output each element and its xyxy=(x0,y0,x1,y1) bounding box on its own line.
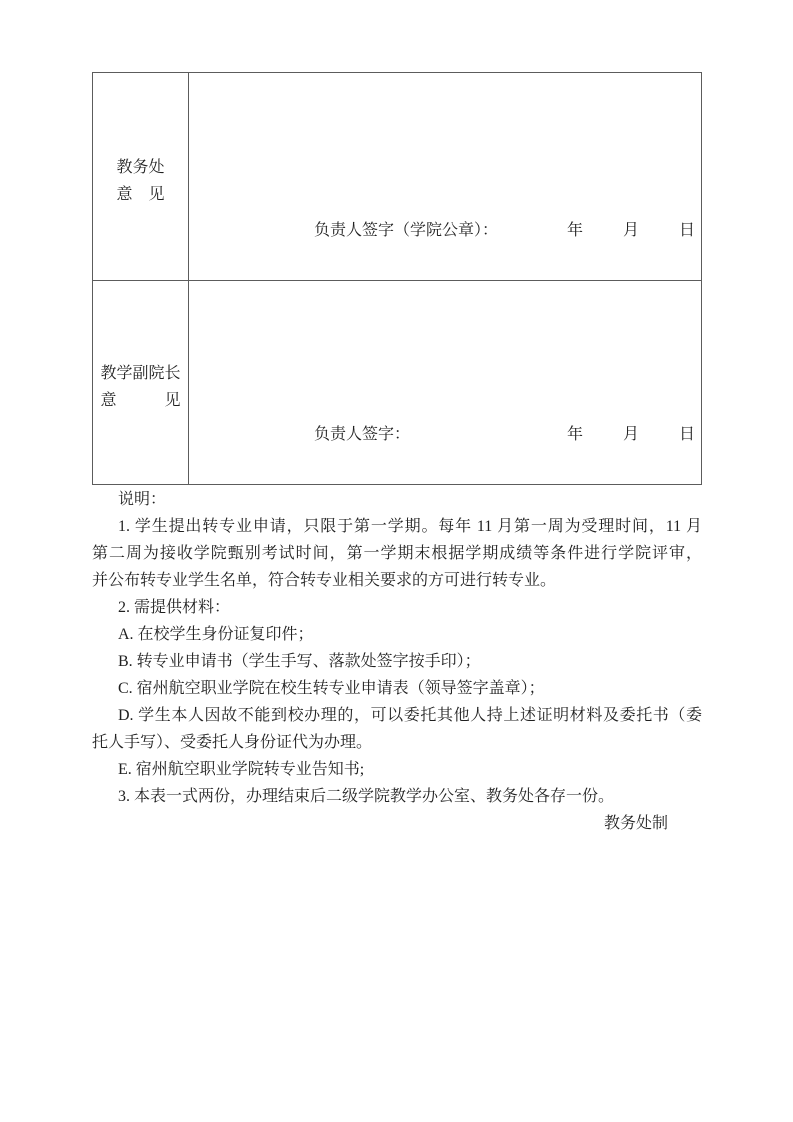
note-line: 托人手写）、受委托人身份证代为办理。 xyxy=(92,734,373,751)
note-line: 1. 学生提出转专业申请，只限于第一学期。每年 11 月第一周为受理时间，11 月 xyxy=(118,518,702,535)
note-line: D. 学生本人因故不能到校办理的，可以委托其他人持上述证明材料及委托书（委 xyxy=(118,707,702,724)
academic-affairs-opinion-cell xyxy=(189,73,702,281)
table-row-vice-dean xyxy=(93,281,702,485)
vice-dean-opinion-cell xyxy=(189,281,702,485)
table-row-academic-affairs-office xyxy=(93,73,702,281)
day-label: 日 xyxy=(678,222,695,239)
month-label: 月 xyxy=(622,426,639,443)
date-fields xyxy=(567,425,695,444)
label-char-left: 意 xyxy=(100,391,117,409)
row-label-block xyxy=(101,360,181,414)
row-label-subtitle xyxy=(101,387,181,414)
vice-dean-label-cell xyxy=(93,281,189,485)
year-label: 年 xyxy=(566,222,583,239)
note-line: A. 在校学生身份证复印件； xyxy=(118,626,314,643)
signature-line xyxy=(189,425,701,484)
date-fields xyxy=(567,221,695,240)
label-char-right: 见 xyxy=(164,391,181,409)
year-label: 年 xyxy=(566,426,583,443)
day-label: 日 xyxy=(678,426,695,443)
notes-footer: 教务处制 xyxy=(603,815,668,832)
note-line: 3. 本表一式两份，办理结束后二级学院教学办公室、教务处各存一份。 xyxy=(118,788,615,805)
note-line: 说明： xyxy=(118,491,167,508)
note-line: 第二周为接收学院甄别考试时间，第一学期末根据学期成绩等条件进行学院评审， xyxy=(92,545,702,562)
notes-section xyxy=(92,486,702,837)
signature-label: 负责人签字（学院公章）： xyxy=(314,222,499,239)
note-line: B. 转专业申请书（学生手写、落款处签字按手印）； xyxy=(118,653,481,670)
note-line: 并公布转专业学生名单，符合转专业相关要求的方可进行转专业。 xyxy=(92,572,557,589)
label-char-right: 见 xyxy=(148,185,165,203)
signature-label: 负责人签字： xyxy=(314,426,411,443)
notes-lines xyxy=(92,486,702,810)
signature-line xyxy=(189,221,701,280)
note-line: C. 宿州航空职业学院在校生转专业申请表（领导签字盖章）； xyxy=(118,680,545,697)
note-line: E. 宿州航空职业学院转专业告知书; xyxy=(118,761,365,778)
row-label-subtitle xyxy=(117,181,165,208)
row-label-title: 教务处 xyxy=(116,158,165,176)
academic-affairs-label-cell xyxy=(93,73,189,281)
row-label-title: 教学副院长 xyxy=(100,364,181,382)
note-line: 2. 需提供材料： xyxy=(118,599,231,616)
approval-table xyxy=(92,72,702,485)
row-label-block xyxy=(117,154,165,208)
month-label: 月 xyxy=(622,222,639,239)
label-char-left: 意 xyxy=(116,185,133,203)
